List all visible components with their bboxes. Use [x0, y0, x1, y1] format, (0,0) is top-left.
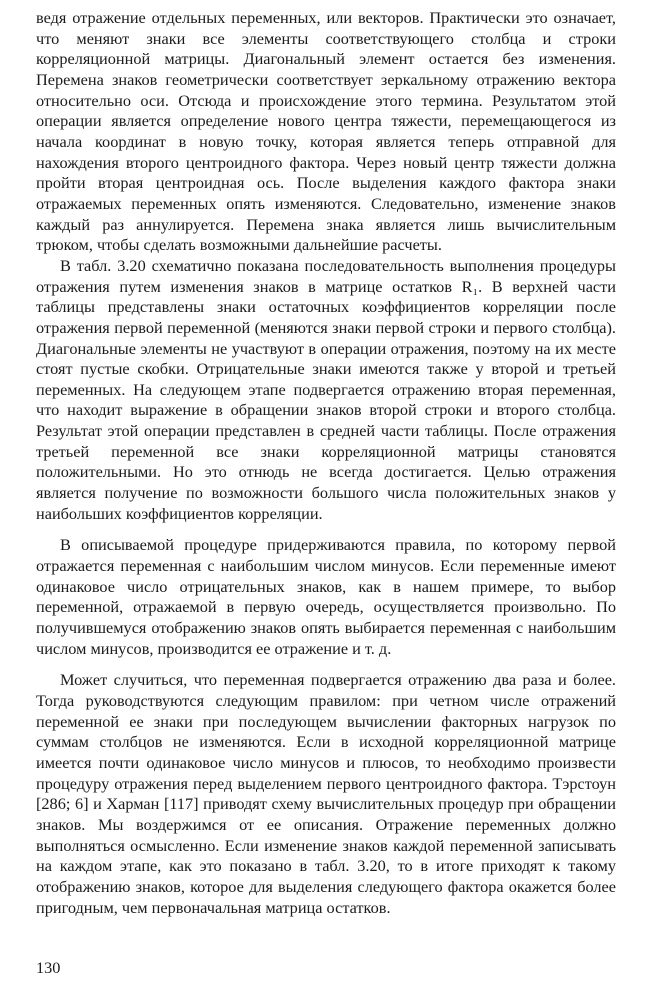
page-number: 130: [36, 958, 61, 977]
paragraph-double-reflection: Может случиться, что переменная подвергается отражению два раза и более. Тогда руководствуются следующим правилом: при четном числе отражений переменной ее знаки при последующем вычислении факторных нагрузок по суммам столбцов не изменяются. Если в исходной корреляционной матрице имеется почти одинаковое число минусов и плюсов, то необходимо произвести процедуру отражения перед выделением первого центроидного фактора. Тэрстоун [286; 6] и Харман [117] приводят схему вычислительных процедур при обращении знаков. Мы воздержимся от ее описания. Отражение переменных должно выполняться осмысленно. Если изменение знаков каждой переменной записывать на каждом этапе, как это показано в табл. 3.20, то в итоге приходят к такому отображению знаков, которое для выделения следующего фактора окажется более пригодным, чем первоначальная матрица остатков.: [36, 670, 616, 917]
paragraph-continuation: ведя отражение отдельных переменных, или векторов. Практически это означает, что меняют знаки все элементы соответствующего столбца и строки корреляционной матрицы. Диагональный элемент остается без изменения. Перемена знаков геометрически соответствует зеркальному отражению вектора относительно оси. Отсюда и происхождение этого термина. Результатом этой операции является определение нового центра тяжести, перемещающегося из начала координат в новую точку, которая является теперь отправной для нахождения второго центроидного фактора. Через новый центр тяжести должна пройти вторая центроидная ось. После выделения каждого фактора знаки отражаемых переменных опять изменяются. Следовательно, изменение знаков каждый раз аннулируется. Перемена знака является лишь вычислительным трюком, чтобы сделать возможными дальнейшие расчеты.: [36, 8, 616, 255]
paragraph-table-description: В табл. 3.20 схематично показана последовательность выполнения процедуры отражения путем изменения знаков в матрице остатков R₁. В верхней части таблицы представлены знаки остаточных коэффициентов корреляции после отражения первой переменной (меняются знаки первой строки и первого столбца). Диагональные элементы не участвуют в операции отражения, поэтому на их месте стоят пустые скобки. Отрицательные знаки имеются также у второй и третьей переменных. На следующем этапе подвергается отражению вторая переменная, что находит выражение в обращении знаков второй строки и второго столбца. Результат этой операции представлен в средней части таблицы. После отражения третьей переменной все знаки корреляционной матрицы становятся положительными. Но это отнюдь не всегда достигается. Целью отражения является получение по возможности большого числа положительных знаков у наибольших коэффициентов корреляции.: [36, 255, 616, 523]
page-body: [36, 8, 616, 918]
paragraph-procedure-rule: В описываемой процедуре придерживаются правила, по которому первой отражается переменная с наибольшим числом минусов. Если переменные имеют одинаковое число отрицательных знаков, как в нашем примере, то выбор переменной, отражаемой в первую очередь, осуществляется произвольно. По получившемуся отображению знаков опять выбирается переменная с наибольшим числом минусов, производится ее отражение и т. д.: [36, 535, 616, 658]
